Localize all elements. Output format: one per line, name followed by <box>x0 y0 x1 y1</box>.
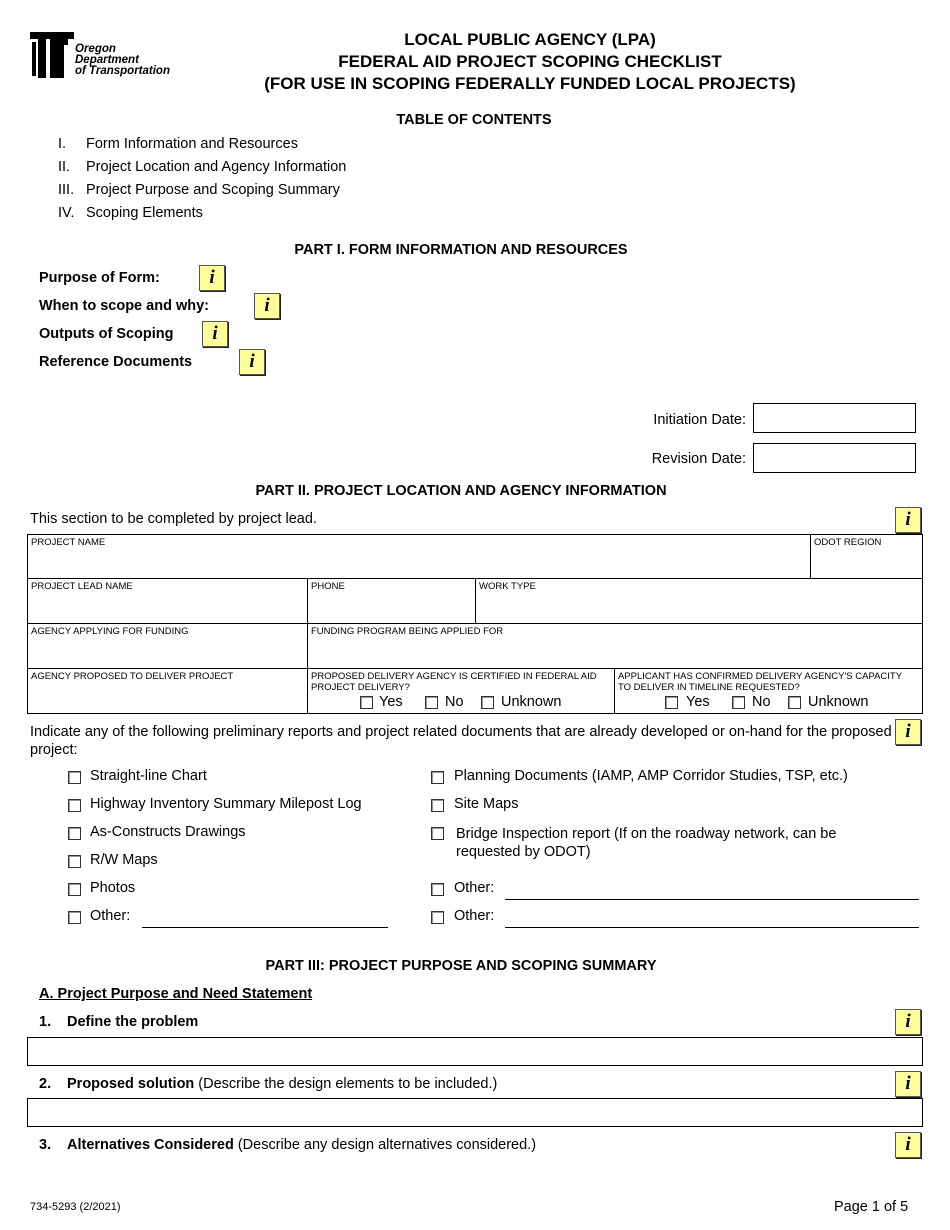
funding-program-label: FUNDING PROGRAM BEING APPLIED FOR <box>311 626 504 637</box>
title-line-1: LOCAL PUBLIC AGENCY (LPA) <box>404 30 656 49</box>
q3-number: 3. <box>39 1137 52 1153</box>
page-number: Page 1 of 5 <box>834 1199 909 1215</box>
certified-unknown-checkbox[interactable] <box>481 696 494 709</box>
toc-item-2[interactable]: Project Location and Agency Information <box>86 159 347 175</box>
project-name-label: PROJECT NAME <box>31 537 106 548</box>
initiation-date-label: Initiation Date: <box>653 412 746 428</box>
when-info-icon[interactable]: i <box>254 293 280 319</box>
q3-desc: (Describe any design alternatives considered.) <box>233 1137 537 1153</box>
highway-inventory-checkbox[interactable] <box>68 799 81 812</box>
docs-info-icon[interactable]: i <box>895 719 921 745</box>
work-type-label: WORK TYPE <box>479 581 536 592</box>
capacity-yes-label: Yes <box>686 694 710 710</box>
work-type-field[interactable] <box>475 578 923 624</box>
q1-text <box>67 1014 198 1030</box>
bridge-inspection-checkbox[interactable] <box>431 827 444 840</box>
toc-num-1: I. <box>58 136 67 152</box>
other-left-checkbox[interactable] <box>68 911 81 924</box>
outputs-label: Outputs of Scoping <box>39 326 174 342</box>
agency-delivering-field[interactable] <box>27 668 308 714</box>
part1-heading: PART I. FORM INFORMATION AND RESOURCES <box>294 242 628 258</box>
certified-unknown-label: Unknown <box>501 694 562 710</box>
phone-label: PHONE <box>311 581 345 592</box>
odot-region-field[interactable] <box>810 534 923 579</box>
certified-no-checkbox[interactable] <box>425 696 438 709</box>
other-right-2-input-line[interactable] <box>505 927 919 928</box>
part2-info-icon[interactable]: i <box>895 507 921 533</box>
project-lead-name-label: PROJECT LEAD NAME <box>31 581 133 592</box>
certified-yes-checkbox[interactable] <box>360 696 373 709</box>
purpose-info-icon[interactable]: i <box>199 265 225 291</box>
revision-date-label: Revision Date: <box>651 451 746 467</box>
title-line-2: FEDERAL AID PROJECT SCOPING CHECKLIST <box>338 52 722 71</box>
project-lead-name-field[interactable] <box>27 578 308 624</box>
highway-inventory-label: Highway Inventory Summary Milepost Log <box>90 796 362 812</box>
project-name-field[interactable] <box>27 534 811 579</box>
q1-number: 1. <box>39 1014 52 1030</box>
revision-date-field[interactable] <box>753 443 916 473</box>
agency-delivering-label: AGENCY PROPOSED TO DELIVER PROJECT <box>31 671 234 682</box>
docs-prompt: Indicate any of the following preliminary reports and project related documents that are already developed or on-hand for the proposed project: <box>30 724 892 758</box>
other-left-input-line[interactable] <box>142 927 388 928</box>
logo-line-oregon: Oregon <box>75 43 116 55</box>
capacity-yes-checkbox[interactable] <box>665 696 678 709</box>
straight-line-chart-label: Straight-line Chart <box>90 768 207 784</box>
reference-docs-label: Reference Documents <box>39 354 193 370</box>
logo-line-transportation: of Transportation <box>75 65 170 77</box>
photos-checkbox[interactable] <box>68 883 81 896</box>
purpose-of-form-label: Purpose of Form: <box>39 270 160 286</box>
q2-number: 2. <box>39 1076 52 1092</box>
form-number: 734-5293 (2/2021) <box>30 1201 121 1213</box>
q1-answer-field[interactable] <box>27 1037 923 1066</box>
initiation-date-field[interactable] <box>753 403 916 433</box>
q3-title: Alternatives Considered <box>67 1137 234 1153</box>
outputs-info-icon[interactable]: i <box>202 321 228 347</box>
photos-label: Photos <box>90 880 136 896</box>
capacity-no-checkbox[interactable] <box>732 696 745 709</box>
odot-region-label: ODOT REGION <box>814 537 882 548</box>
toc-item-1[interactable]: Form Information and Resources <box>86 136 298 152</box>
straight-line-chart-checkbox[interactable] <box>68 771 81 784</box>
toc-heading: TABLE OF CONTENTS <box>396 112 552 128</box>
other-right-1-checkbox[interactable] <box>431 883 444 896</box>
q3-text <box>67 1137 536 1153</box>
toc-item-4[interactable]: Scoping Elements <box>86 205 203 221</box>
toc-item-3[interactable]: Project Purpose and Scoping Summary <box>86 182 340 198</box>
other-right-1-label: Other: <box>454 880 495 896</box>
site-maps-label: Site Maps <box>454 796 519 812</box>
q2-desc: (Describe the design elements to be included.) <box>194 1076 498 1092</box>
capacity-unknown-label: Unknown <box>808 694 869 710</box>
as-constructs-label: As-Constructs Drawings <box>90 824 246 840</box>
title-line-3: (FOR USE IN SCOPING FEDERALLY FUNDED LOCAL PROJECTS) <box>264 74 796 93</box>
capacity-question-label: APPLICANT HAS CONFIRMED DELIVERY AGENCY'S CAPACITY TO DELIVER IN TIMELINE REQUESTED? <box>618 671 902 693</box>
rw-maps-label: R/W Maps <box>90 852 158 868</box>
when-to-scope-label: When to scope and why: <box>39 298 209 314</box>
certified-question-label: PROPOSED DELIVERY AGENCY IS CERTIFIED IN FEDERAL AID PROJECT DELIVERY? <box>311 671 597 693</box>
planning-docs-label: Planning Documents (IAMP, AMP Corridor Studies, TSP, etc.) <box>454 768 848 784</box>
other-right-2-label: Other: <box>454 908 495 924</box>
q3-info-icon[interactable]: i <box>895 1132 921 1158</box>
site-maps-checkbox[interactable] <box>431 799 444 812</box>
logo-line-department: Department <box>75 54 139 66</box>
reference-info-icon[interactable]: i <box>239 349 265 375</box>
certified-yes-label: Yes <box>379 694 403 710</box>
as-constructs-checkbox[interactable] <box>68 827 81 840</box>
q1-info-icon[interactable]: i <box>895 1009 921 1035</box>
funding-program-field[interactable] <box>307 623 923 669</box>
bridge-inspection-label: Bridge Inspection report (If on the roadway network, can be requested by ODOT) <box>456 826 837 860</box>
purpose-need-subheading: A. Project Purpose and Need Statement <box>39 986 313 1002</box>
q2-info-icon[interactable]: i <box>895 1071 921 1097</box>
toc-num-4: IV. <box>58 205 75 221</box>
q2-title: Proposed solution <box>67 1076 195 1092</box>
toc-num-3: III. <box>58 182 75 198</box>
planning-docs-checkbox[interactable] <box>431 771 444 784</box>
toc-num-2: II. <box>58 159 71 175</box>
part3-heading: PART III: PROJECT PURPOSE AND SCOPING SUMMARY <box>265 958 657 974</box>
other-left-label: Other: <box>90 908 131 924</box>
q2-text <box>67 1076 497 1092</box>
q1-title: Define the problem <box>67 1014 199 1030</box>
other-right-2-checkbox[interactable] <box>431 911 444 924</box>
part2-heading: PART II. PROJECT LOCATION AND AGENCY INFORMATION <box>255 483 667 499</box>
other-right-1-input-line[interactable] <box>505 899 919 900</box>
certified-no-label: No <box>445 694 464 710</box>
part2-intro: This section to be completed by project lead. <box>30 511 317 527</box>
q2-answer-field[interactable] <box>27 1098 923 1127</box>
agency-applying-label: AGENCY APPLYING FOR FUNDING <box>31 626 189 637</box>
capacity-no-label: No <box>752 694 771 710</box>
phone-field[interactable] <box>307 578 476 624</box>
agency-applying-field[interactable] <box>27 623 308 669</box>
rw-maps-checkbox[interactable] <box>68 855 81 868</box>
capacity-unknown-checkbox[interactable] <box>788 696 801 709</box>
